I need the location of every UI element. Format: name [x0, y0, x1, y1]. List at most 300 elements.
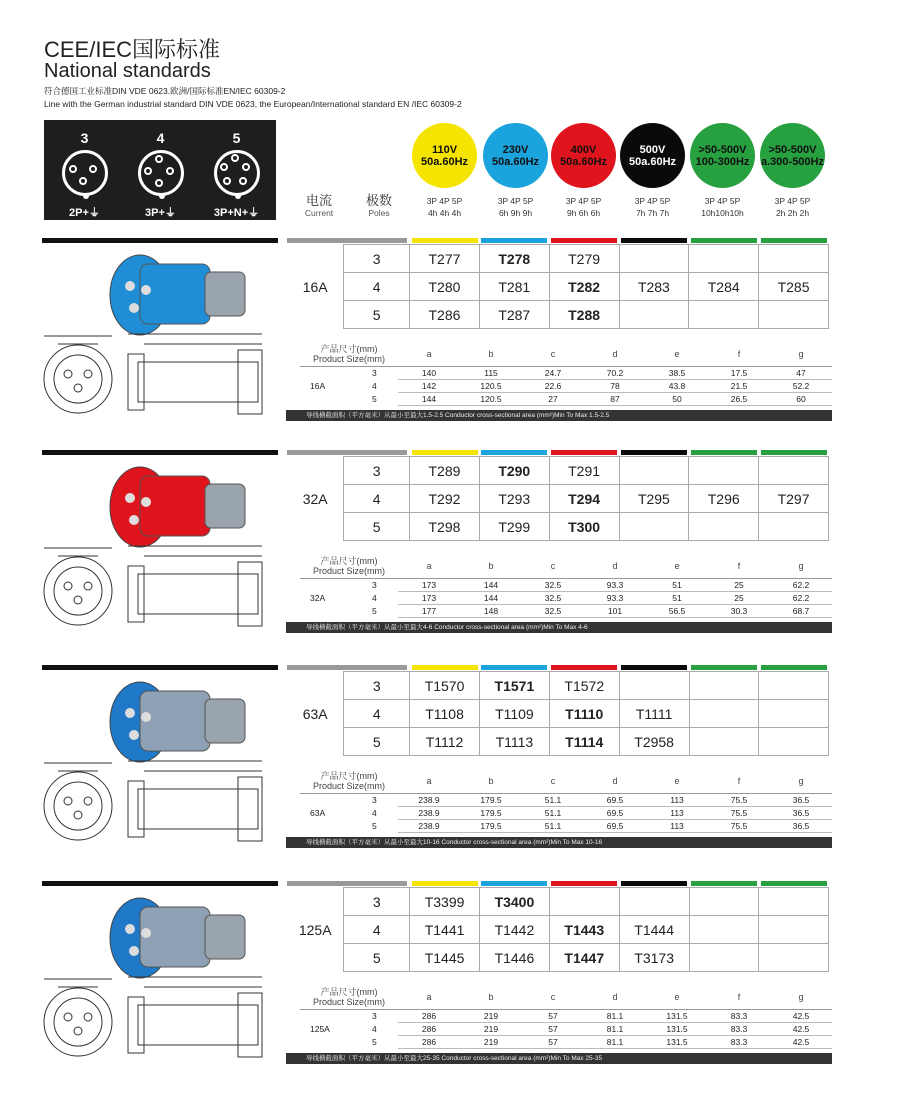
voltage-color-bar [621, 881, 687, 886]
voltage-poles: 3P 4P 5P [774, 196, 811, 206]
model-code [689, 944, 759, 972]
model-code: T1572 [549, 672, 619, 700]
dim-col-header: b [460, 554, 522, 578]
voltage-color-bar [691, 450, 757, 455]
model-code: T1108 [410, 700, 480, 728]
pole-count: 4 [344, 916, 410, 944]
voltage-line1: >50-500V [768, 143, 817, 156]
dim-value: 93.3 [584, 591, 646, 604]
conductor-note: 导线横截面积（平方毫米）从最小至最大10-16 Conductor cross-sectional area (mm²)Min To Max 10-16 [286, 837, 832, 848]
dim-value: 75.5 [708, 793, 770, 806]
model-code [759, 672, 829, 700]
dim-value: 286 [398, 1009, 460, 1022]
dim-value: 57 [522, 1009, 584, 1022]
voltage-color-bar [761, 238, 827, 243]
standard-note-cn: 符合德国工业标准DIN VDE 0623.欧洲/国际标准EN/IEC 60309-2 [44, 86, 286, 96]
dim-col-header: c [522, 342, 584, 366]
voltage-poles: 3P 4P 5P [704, 196, 741, 206]
current-rating: 32A [287, 457, 344, 541]
dim-col-header: d [584, 769, 646, 793]
dim-col-header: c [522, 554, 584, 578]
dim-value: 51.1 [522, 793, 584, 806]
voltage-hours: 6h 9h 9h [498, 208, 533, 218]
voltage-poles: 3P 4P 5P [497, 196, 534, 206]
dim-header-en: Product Size(mm) [312, 565, 385, 576]
voltage-hours: 4h 4h 4h [427, 208, 462, 218]
dim-value: 62.2 [770, 591, 832, 604]
model-code [689, 513, 759, 541]
legend-label: 3P+⏚ [145, 207, 176, 219]
model-code: T1446 [479, 944, 549, 972]
socket-4pin-icon [138, 150, 184, 196]
dim-value: 51.1 [522, 819, 584, 832]
dim-col-header: d [584, 554, 646, 578]
legend-label: 2P+⏚ [69, 207, 100, 219]
voltage-hours: 10h10h10h [701, 208, 744, 218]
voltage-line1: 500V [639, 143, 666, 156]
legend-num: 5 [232, 130, 241, 146]
dim-value: 70.2 [584, 366, 646, 379]
dimension-drawing [38, 751, 278, 856]
pole-count: 5 [344, 301, 410, 329]
model-code [549, 888, 619, 916]
model-code: T1444 [619, 916, 689, 944]
dim-value: 25 [708, 578, 770, 591]
dim-current: 16A [310, 380, 326, 391]
dim-value: 144 [460, 578, 522, 591]
dim-value: 69.5 [584, 793, 646, 806]
dim-value: 81.1 [584, 1009, 646, 1022]
legend-label: 3P+N+⏚ [213, 207, 260, 219]
voltage-hours: 7h 7h 7h [635, 208, 670, 218]
model-code: T282 [549, 273, 619, 301]
socket-5pin-icon [214, 150, 260, 196]
dim-value: 47 [770, 366, 832, 379]
model-code: T1114 [549, 728, 619, 756]
dim-value: 78 [584, 379, 646, 392]
voltage-line2: a.300-500Hz [761, 155, 824, 168]
section-divider [287, 450, 407, 455]
voltage-color-bar [621, 450, 687, 455]
current-rating: 125A [287, 888, 344, 972]
legend-num: 3 [80, 130, 89, 146]
standard-note-en: Line with the German industrial standard DIN VDE 0623, the European/International standard EN /IEC 60309-2 [44, 99, 462, 109]
current-header-cn: 电流 [305, 193, 332, 208]
legend-4-pole [122, 120, 199, 220]
page-subtitle-en: National standards [44, 60, 211, 82]
dim-value: 179.5 [460, 806, 522, 819]
voltage-badge [690, 123, 755, 188]
dim-col-header: f [708, 554, 770, 578]
dim-col-header: a [398, 554, 460, 578]
dim-col-header: e [646, 985, 708, 1009]
dim-value: 179.5 [460, 819, 522, 832]
dim-col-header: c [522, 985, 584, 1009]
voltage-color-bar [412, 881, 478, 886]
model-code [619, 301, 689, 329]
section-divider [287, 238, 407, 243]
dim-value: 131.5 [646, 1009, 708, 1022]
dim-col-header: e [646, 769, 708, 793]
dim-value: 43.8 [646, 379, 708, 392]
dim-value: 22.6 [522, 379, 584, 392]
model-code: T294 [549, 485, 619, 513]
model-code [759, 944, 829, 972]
voltage-line1: 230V [502, 143, 529, 156]
voltage-poles: 3P 4P 5P [426, 196, 463, 206]
model-code: T1110 [549, 700, 619, 728]
model-code [689, 245, 759, 273]
dim-value: 286 [398, 1022, 460, 1035]
model-code: T284 [689, 273, 759, 301]
current-header-en: Current [304, 208, 334, 218]
model-code: T288 [549, 301, 619, 329]
section-divider [42, 881, 278, 886]
model-code: T1445 [410, 944, 480, 972]
dim-value: 56.5 [646, 604, 708, 617]
legend-3-pole [46, 120, 123, 220]
voltage-color-bar [481, 238, 547, 243]
dim-value: 62.2 [770, 578, 832, 591]
model-code: T299 [479, 513, 549, 541]
voltage-color-bar [761, 450, 827, 455]
dim-value: 36.5 [770, 806, 832, 819]
model-code: T286 [410, 301, 480, 329]
dim-col-header: f [708, 985, 770, 1009]
dim-value: 51 [646, 578, 708, 591]
dim-value: 42.5 [770, 1022, 832, 1035]
model-code [689, 888, 759, 916]
voltage-color-bar [551, 665, 617, 670]
model-code: T295 [619, 485, 689, 513]
model-code: T296 [689, 485, 759, 513]
dim-value: 17.5 [708, 366, 770, 379]
model-code: T1442 [479, 916, 549, 944]
dim-value: 36.5 [770, 793, 832, 806]
dimension-table [300, 769, 832, 833]
dim-value: 60 [770, 392, 832, 405]
dim-col-header: g [770, 769, 832, 793]
model-code [689, 916, 759, 944]
dim-value: 57 [522, 1022, 584, 1035]
dim-value: 219 [460, 1035, 522, 1048]
voltage-color-bar [761, 665, 827, 670]
dim-value: 115 [460, 366, 522, 379]
dim-header-cn: 产品尺寸(mm) [320, 343, 378, 354]
model-code: T1109 [479, 700, 549, 728]
pole-count: 5 [344, 513, 410, 541]
dim-value: 25 [708, 591, 770, 604]
model-code: T3400 [479, 888, 549, 916]
dim-col-header: b [460, 985, 522, 1009]
pole-legend [44, 120, 276, 220]
model-code [689, 728, 759, 756]
dim-pole: 4 [372, 807, 377, 818]
conductor-note: 导线横截面积（平方毫米）从最小至最大25-35 Conductor cross-sectional area (mm²)Min To Max 25-35 [286, 1053, 832, 1064]
dim-current: 125A [310, 1023, 330, 1034]
catalog-table [287, 887, 829, 972]
model-code [759, 728, 829, 756]
dim-value: 57 [522, 1035, 584, 1048]
dim-current: 63A [310, 807, 326, 818]
dim-header-cn: 产品尺寸(mm) [320, 986, 378, 997]
voltage-color-bar [481, 881, 547, 886]
model-code [759, 457, 829, 485]
poles-header-cn: 极数 [365, 193, 392, 208]
pole-count: 4 [344, 700, 410, 728]
dim-value: 286 [398, 1035, 460, 1048]
voltage-color-bar [551, 238, 617, 243]
dim-value: 83.3 [708, 1035, 770, 1048]
model-code: T281 [479, 273, 549, 301]
dim-value: 81.1 [584, 1022, 646, 1035]
model-code: T290 [479, 457, 549, 485]
pole-count: 4 [344, 273, 410, 301]
dim-value: 21.5 [708, 379, 770, 392]
voltage-badge [483, 123, 548, 188]
dim-value: 26.5 [708, 392, 770, 405]
dim-value: 87 [584, 392, 646, 405]
model-code: T280 [410, 273, 480, 301]
dim-value: 238.9 [398, 793, 460, 806]
catalog-table [287, 456, 829, 541]
dim-col-header: g [770, 554, 832, 578]
model-code: T1113 [479, 728, 549, 756]
dim-value: 173 [398, 578, 460, 591]
dim-col-header: a [398, 769, 460, 793]
voltage-color-bar [691, 881, 757, 886]
section-divider [42, 450, 278, 455]
dim-header-en: Product Size(mm) [312, 996, 385, 1007]
voltage-color-bar [551, 450, 617, 455]
dim-value: 69.5 [584, 819, 646, 832]
voltage-badge [760, 123, 825, 188]
dim-value: 32.5 [522, 578, 584, 591]
pole-count: 3 [344, 672, 410, 700]
conductor-note: 导线横截面积（平方毫米）从最小至最大4-6 Conductor cross-sectional area (mm²)Min To Max 4-6 [286, 622, 832, 633]
model-code [759, 700, 829, 728]
dimension-table [300, 342, 832, 406]
dimension-table [300, 554, 832, 618]
dim-header-cn: 产品尺寸(mm) [320, 770, 378, 781]
dimension-drawing [38, 536, 278, 641]
voltage-color-bar [481, 665, 547, 670]
pole-count: 3 [344, 888, 410, 916]
model-code: T3173 [619, 944, 689, 972]
model-code: T283 [619, 273, 689, 301]
pole-count: 5 [344, 728, 410, 756]
model-code [689, 301, 759, 329]
dim-col-header: a [398, 985, 460, 1009]
voltage-color-bar [412, 665, 478, 670]
dim-col-header: g [770, 342, 832, 366]
model-code: T1443 [549, 916, 619, 944]
dim-current: 32A [310, 592, 326, 603]
dim-value: 238.9 [398, 806, 460, 819]
model-code [759, 916, 829, 944]
dim-pole: 3 [372, 794, 377, 805]
dim-value: 38.5 [646, 366, 708, 379]
model-code [619, 457, 689, 485]
dim-value: 238.9 [398, 819, 460, 832]
dim-col-header: e [646, 554, 708, 578]
model-code [619, 672, 689, 700]
model-code: T277 [410, 245, 480, 273]
model-code [689, 457, 759, 485]
poles-header-en: Poles [368, 208, 390, 218]
dim-value: 51 [646, 591, 708, 604]
voltage-poles: 3P 4P 5P [634, 196, 671, 206]
catalog-table [287, 244, 829, 329]
dim-pole: 3 [372, 367, 377, 378]
model-code: T1111 [619, 700, 689, 728]
pole-count: 4 [344, 485, 410, 513]
voltage-color-bar [412, 238, 478, 243]
model-code: T1571 [479, 672, 549, 700]
dim-value: 75.5 [708, 819, 770, 832]
dim-value: 68.7 [770, 604, 832, 617]
pole-count: 3 [344, 457, 410, 485]
dim-value: 148 [460, 604, 522, 617]
model-code: T300 [549, 513, 619, 541]
dim-value: 113 [646, 819, 708, 832]
dim-col-header: e [646, 342, 708, 366]
dim-header-en: Product Size(mm) [312, 780, 385, 791]
legend-5-pole [198, 120, 275, 220]
dim-header-cn: 产品尺寸(mm) [320, 555, 378, 566]
dim-value: 173 [398, 591, 460, 604]
dim-value: 36.5 [770, 819, 832, 832]
model-code [759, 513, 829, 541]
dim-col-header: g [770, 985, 832, 1009]
model-code [619, 888, 689, 916]
dim-value: 50 [646, 392, 708, 405]
dim-pole: 3 [372, 1010, 377, 1021]
dim-value: 42.5 [770, 1035, 832, 1048]
model-code [689, 700, 759, 728]
voltage-color-bar [551, 881, 617, 886]
voltage-line2: 100-300Hz [695, 155, 750, 168]
model-code: T278 [479, 245, 549, 273]
dim-value: 24.7 [522, 366, 584, 379]
voltage-color-bar [691, 238, 757, 243]
dim-value: 75.5 [708, 806, 770, 819]
section-divider [287, 881, 407, 886]
dim-value: 219 [460, 1009, 522, 1022]
voltage-badge [620, 123, 685, 188]
voltage-hours: 9h 6h 6h [566, 208, 601, 218]
dim-value: 69.5 [584, 806, 646, 819]
voltage-hours: 2h 2h 2h [775, 208, 810, 218]
model-code: T1447 [549, 944, 619, 972]
dim-pole: 5 [372, 605, 377, 616]
voltage-line1: >50-500V [698, 143, 747, 156]
catalog-table [287, 671, 829, 756]
dim-value: 83.3 [708, 1009, 770, 1022]
model-code: T1441 [410, 916, 480, 944]
dim-value: 51.1 [522, 806, 584, 819]
model-code [759, 301, 829, 329]
model-code: T1570 [410, 672, 480, 700]
pole-count: 3 [344, 245, 410, 273]
model-code [619, 513, 689, 541]
dim-pole: 5 [372, 393, 377, 404]
dim-value: 101 [584, 604, 646, 617]
dim-value: 32.5 [522, 604, 584, 617]
dim-value: 131.5 [646, 1035, 708, 1048]
dim-value: 120.5 [460, 392, 522, 405]
dim-col-header: f [708, 769, 770, 793]
model-code: T291 [549, 457, 619, 485]
dim-value: 83.3 [708, 1022, 770, 1035]
voltage-badge [412, 123, 477, 188]
conductor-note: 导线横截面积（平方毫米）从最小至最大1.5-2.5 Conductor cross-sectional area (mm²)Min To Max 1.5-2.5 [286, 410, 832, 421]
model-code: T289 [410, 457, 480, 485]
dim-value: 32.5 [522, 591, 584, 604]
voltage-line1: 110V [431, 143, 458, 156]
dim-col-header: f [708, 342, 770, 366]
dim-col-header: c [522, 769, 584, 793]
voltage-color-bar [621, 238, 687, 243]
dim-col-header: d [584, 985, 646, 1009]
voltage-line2: 50a.60Hz [628, 155, 677, 168]
dim-header-en: Product Size(mm) [312, 353, 385, 364]
dimension-table [300, 985, 832, 1049]
dim-value: 140 [398, 366, 460, 379]
model-code: T3399 [410, 888, 480, 916]
dim-value: 179.5 [460, 793, 522, 806]
page-title: CEE/IEC国际标准 [44, 37, 221, 62]
voltage-badge [551, 123, 616, 188]
dim-pole: 4 [372, 592, 377, 603]
current-rating: 63A [287, 672, 344, 756]
voltage-color-bar [481, 450, 547, 455]
dim-value: 113 [646, 806, 708, 819]
model-code [759, 888, 829, 916]
dim-value: 219 [460, 1022, 522, 1035]
legend-num: 4 [156, 130, 165, 146]
model-code: T297 [759, 485, 829, 513]
dim-value: 52.2 [770, 379, 832, 392]
dim-value: 81.1 [584, 1035, 646, 1048]
section-divider [42, 238, 278, 243]
dim-pole: 3 [372, 579, 377, 590]
dimension-drawing [38, 967, 278, 1072]
dim-value: 142 [398, 379, 460, 392]
model-code [619, 245, 689, 273]
dim-value: 30.3 [708, 604, 770, 617]
voltage-line2: 50a.60Hz [491, 155, 540, 168]
voltage-color-bar [621, 665, 687, 670]
dim-value: 120.5 [460, 379, 522, 392]
model-code: T2958 [619, 728, 689, 756]
dimension-drawing [38, 324, 278, 429]
voltage-line1: 400V [570, 143, 597, 156]
dim-value: 144 [398, 392, 460, 405]
dim-value: 144 [460, 591, 522, 604]
model-code: T298 [410, 513, 480, 541]
dim-col-header: d [584, 342, 646, 366]
voltage-color-bar [691, 665, 757, 670]
current-rating: 16A [287, 245, 344, 329]
voltage-color-bar [761, 881, 827, 886]
dim-col-header: b [460, 769, 522, 793]
dim-pole: 5 [372, 820, 377, 831]
model-code [689, 672, 759, 700]
dim-value: 131.5 [646, 1022, 708, 1035]
model-code: T293 [479, 485, 549, 513]
voltage-line2: 50a.60Hz [420, 155, 469, 168]
